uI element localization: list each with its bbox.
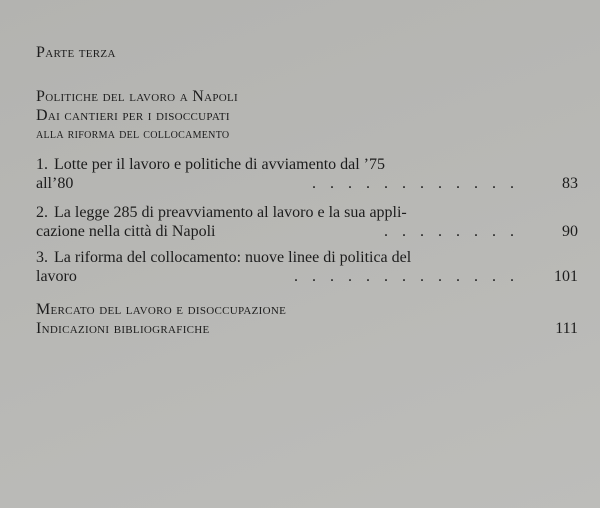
- page-number: 111: [555, 320, 578, 337]
- leader-dots: .............: [294, 268, 528, 285]
- leader-dots: ........: [384, 223, 528, 240]
- chapter-title-cont: lavoro: [36, 268, 77, 285]
- part-title-line: Politiche del lavoro a Napoli: [36, 88, 238, 105]
- toc-entry[interactable]: [36, 203, 578, 241]
- toc-entry[interactable]: [36, 248, 578, 286]
- part-title-line: alla riforma del collocamento: [36, 127, 230, 142]
- chapter-number: 2.: [36, 204, 48, 221]
- chapter-title: Lotte per il lavoro e politiche di avviamento dal ’75: [54, 156, 386, 173]
- leader-dots: ............: [312, 175, 528, 192]
- chapter-title-cont: cazione nella città di Napoli: [36, 223, 216, 240]
- page-number: 90: [562, 223, 578, 240]
- appendix-title: Mercato del lavoro e disoccupazione: [36, 301, 287, 318]
- page-number: 101: [554, 268, 578, 285]
- part-label: Parte terza: [36, 44, 116, 61]
- chapter-number: 1.: [36, 156, 48, 173]
- appendix-title: Indicazioni bibliografiche: [36, 320, 210, 337]
- chapter-title: La riforma del collocamento: nuove linee di politica del: [54, 249, 412, 266]
- part-title-line: Dai cantieri per i disoccupati: [36, 107, 230, 124]
- toc-entry[interactable]: [36, 300, 578, 338]
- chapter-title-cont: all’80: [36, 175, 74, 192]
- chapter-title: La legge 285 di preavviamento al lavoro e la sua appli-: [54, 204, 407, 221]
- chapter-number: 3.: [36, 249, 48, 266]
- page-number: 83: [562, 175, 578, 192]
- toc-entry[interactable]: [36, 155, 578, 193]
